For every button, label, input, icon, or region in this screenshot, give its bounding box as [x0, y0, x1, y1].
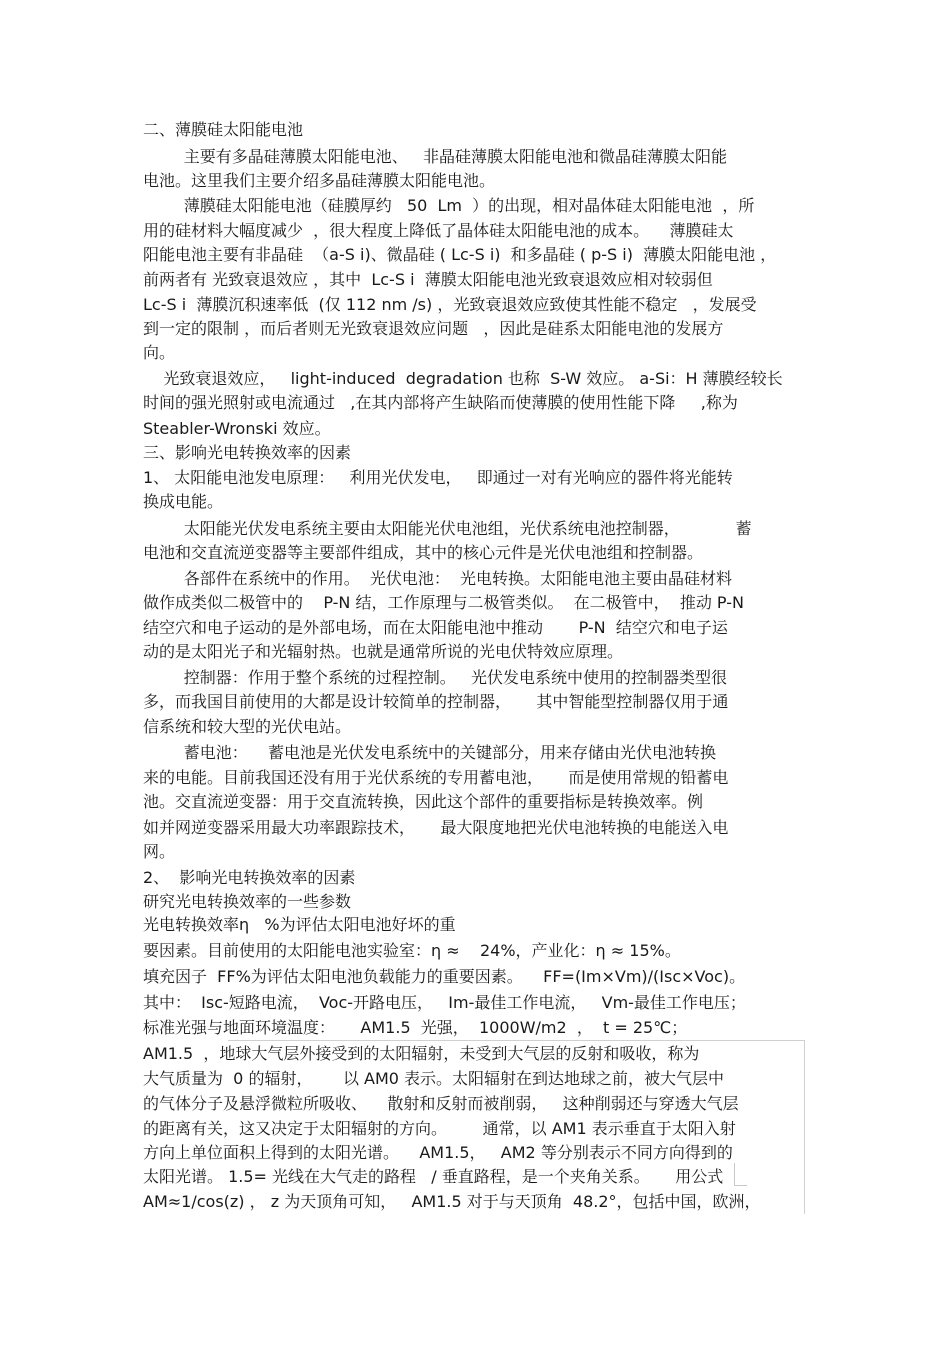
paragraph-line: 向。: [143, 343, 176, 362]
section-heading: 三、影响光电转换效率的因素: [143, 443, 352, 462]
paragraph-line: AM≈1/cos(z) ， z 为天顶角可知， AM1.5 对于与天顶角 48.2°，包括中国，欧洲，: [143, 1192, 761, 1211]
paragraph-line: 控制器：作用于整个系统的过程控制。 光伏发电系统中使用的控制器类型很: [143, 668, 727, 687]
paragraph-line: 填充因子 FF%为评估太阳电池负载能力的重要因素。 FF=(Im×Vm)/(Isc×Voc)。: [143, 967, 746, 986]
paragraph-line: 信系统和较大型的光伏电站。: [143, 717, 352, 736]
paragraph-line: 阳能电池主要有非晶硅 （a-S i)、微晶硅 ( Lc-S i) 和多晶硅 ( p-S i) 薄膜太阳能电池 ，: [143, 245, 777, 264]
paragraph-line: 如并网逆变器采用最大功率跟踪技术， 最大限度地把光伏电池转换的电能送入电: [143, 818, 729, 837]
paragraph-line: 要因素。目前使用的太阳能电池实验室：η ≈ 24%，产业化：η ≈ 15%。: [143, 941, 681, 960]
frame-rule-top: [228, 1040, 804, 1041]
paragraph-line: 动的是太阳光子和光辐射热。也就是通常所说的光电伏特效应原理。: [143, 642, 624, 661]
paragraph-line: 各部件在系统中的作用。 光伏电池： 光电转换。太阳能电池主要由晶硅材料: [143, 569, 733, 588]
frame-mark: [734, 1163, 747, 1186]
paragraph-line: 标准光强与地面环境温度： AM1.5 光强， 1000W/m2 ， t = 25℃；: [143, 1018, 688, 1037]
paragraph-line: 大气质量为 0 的辐射， 以 AM0 表示。太阳辐射在到达地球之前，被大气层中: [143, 1069, 725, 1088]
paragraph-line: 薄膜硅太阳能电池（硅膜厚约 50 Lm ）的出现，相对晶体硅太阳能电池 ，所: [143, 196, 755, 215]
paragraph-line: 2、 影响光电转换效率的因素: [143, 868, 356, 887]
paragraph-line: 来的电能。目前我国还没有用于光伏系统的专用蓄电池， 而是使用常规的铅蓄电: [143, 768, 729, 787]
paragraph-line: 光电转换效率η %为评估太阳电池好坏的重: [143, 915, 456, 934]
paragraph-line: 的距离有关，这又决定于太阳辐射的方向。 通常，以 AM1 表示垂直于太阳入射: [143, 1119, 736, 1138]
paragraph-line: 研究光电转换效率的一些参数: [143, 892, 352, 911]
paragraph-line: 网。: [143, 842, 176, 861]
paragraph-line: 电池和交直流逆变器等主要部件组成，其中的核心元件是光伏电池组和控制器。: [143, 543, 704, 562]
paragraph-line: 1、 太阳能电池发电原理： 利用光伏发电， 即通过一对有光响应的器件将光能转: [143, 468, 733, 487]
paragraph-line: 电池。这里我们主要介绍多晶硅薄膜太阳能电池。: [143, 171, 496, 190]
section-heading: 二、薄膜硅太阳能电池: [143, 120, 304, 139]
paragraph-line: 结空穴和电子运动的是外部电场，而在太阳能电池中推动 P-N 结空穴和电子运: [143, 618, 728, 637]
paragraph-line: AM1.5 ，地球大气层外接受到的太阳辐射，未受到大气层的反射和吸收，称为: [143, 1044, 700, 1063]
paragraph-line: 方向上单位面积上得到的太阳光谱。 AM1.5， AM2 等分别表示不同方向得到的: [143, 1143, 733, 1162]
paragraph-line: 多，而我国目前使用的大都是设计较简单的控制器， 其中智能型控制器仅用于通: [143, 692, 729, 711]
paragraph-line: 其中： Isc-短路电流， Voc-开路电压， Im-最佳工作电流， Vm-最佳工作电压；: [143, 993, 746, 1012]
frame-rule-right: [804, 1040, 805, 1214]
paragraph-line: 时间的强光照射或电流通过 ,在其内部将产生缺陷而使薄膜的使用性能下降 ,称为: [143, 393, 738, 412]
paragraph-line: 前两者有 光致衰退效应 ，其中 Lc-S i 薄膜太阳能电池光致衰退效应相对较弱但: [143, 270, 713, 289]
paragraph-line: 用的硅材料大幅度减少 ，很大程度上降低了晶体硅太阳能电池的成本。 薄膜硅太: [143, 221, 734, 240]
paragraph-line: 池。交直流逆变器：用于交直流转换，因此这个部件的重要指标是转换效率。例: [143, 792, 704, 811]
paragraph-line: 做作成类似二极管中的 P-N 结，工作原理与二极管类似。 在二极管中， 推动 P-N: [143, 593, 744, 612]
paragraph-line: 光致衰退效应， light-induced degradation 也称 S-W 效应。 a-Si：H 薄膜经较长: [143, 369, 783, 388]
paragraph-line: 主要有多晶硅薄膜太阳能电池、 非晶硅薄膜太阳能电池和微晶硅薄膜太阳能: [143, 147, 727, 166]
paragraph-line: 蓄电池： 蓄电池是光伏发电系统中的关键部分，用来存储由光伏电池转换: [143, 743, 717, 762]
paragraph-line: Steabler-Wronski 效应。: [143, 419, 331, 438]
paragraph-line: 太阳能光伏发电系统主要由太阳能光伏电池组，光伏系统电池控制器， 蓄: [143, 519, 752, 538]
paragraph-line: 太阳光谱。 1.5= 光线在大气走的路程 / 垂直路程，是一个夹角关系。 用公式: [143, 1167, 724, 1186]
paragraph-line: Lc-S i 薄膜沉积速率低 (仅 112 nm /s) ，光致衰退效应致使其性能不稳定 ，发展受: [143, 295, 757, 314]
paragraph-line: 的气体分子及悬浮微粒所吸收、 散射和反射而被削弱， 这种削弱还与穿透大气层: [143, 1094, 739, 1113]
paragraph-line: 换成电能。: [143, 492, 224, 511]
paragraph-line: 到一定的限制 ，而后者则无光致衰退效应问题 ，因此是硅系太阳能电池的发展方: [143, 319, 724, 338]
